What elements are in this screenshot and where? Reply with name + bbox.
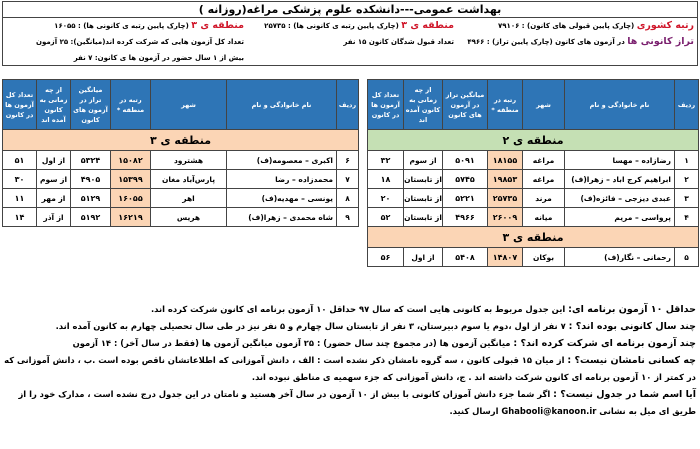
col-city: شهر: [523, 80, 565, 130]
section-row: منطقه ی ۳: [368, 227, 699, 248]
col-row: ردیف: [337, 80, 359, 130]
table-row: ۹ شاه محمدی – زهرا(ف) هریس ۱۶۲۱۹ ۵۱۹۲ از آذر ۱۴: [3, 208, 359, 227]
note-3: چند آزمون برنامه ای شرکت کرده اند؟ : میانگین آزمون ها (در مجموع چند سال حضور) : ۲۵ آزمون میانگین آزمون ها (فقط در سال آخر) : ۱۴ آزمون: [72, 338, 696, 349]
col-since: از چه زمانی به کانون آمده اند: [37, 80, 71, 130]
program-title: بهداشت عمومی---دانشکده علوم پزشکی مراغه(روزانه ): [3, 2, 697, 18]
col-rank: رتبه در منطقه *: [111, 80, 151, 130]
col-city: شهر: [151, 80, 227, 130]
table-row: ۴ پرواسی – مریم میانه ۲۶۰۰۹ ۴۹۶۶ از تابستان ۵۲: [368, 208, 699, 227]
col-name: نام خانوادگی و نام: [227, 80, 337, 130]
section-row: منطقه ی ۲: [368, 130, 699, 151]
col-row: ردیف: [675, 80, 699, 130]
section-row: منطقه ی ۳: [3, 130, 359, 151]
kanoon-balance: تراز کانونی ها در آزمون های کانون (چارک پایین تراز) : ۴۹۶۶: [467, 36, 694, 47]
notes-section: [4, 301, 696, 420]
left-table-header: [3, 80, 359, 130]
email-link[interactable]: Ghabooli@kanoon.ir: [501, 406, 597, 416]
col-since: از چه زمانی به کانون آمده اند: [404, 80, 443, 130]
header-row-1: [3, 18, 697, 34]
note-1: حداقل ۱۰ آزمون برنامه ای: این جدول مربوط به کانونی هایی است که سال ۹۷ حداقل ۱۰ آزمون برنامه ای کانون شرکت کرده اند.: [150, 304, 696, 315]
col-total: تعداد کل آزمون ها در کانون: [3, 80, 37, 130]
right-table: [367, 79, 699, 267]
left-table: [2, 79, 359, 227]
exam-count: تعداد کل آزمون هایی که شرکت کرده اند(میانگین): ۲۵ آزمون: [35, 38, 244, 46]
table-row: ۵ رحمانی – نگار(ف) بوکان ۱۴۸۰۷ ۵۴۰۸ از اول ۵۶: [368, 248, 699, 267]
right-table-header: [368, 80, 699, 130]
col-name: نام خانوادگی و نام: [565, 80, 675, 130]
col-balance: میانگین تراز در آزمون های کانون: [71, 80, 111, 130]
region2-rank: منطقه ی ۳ (چارک پایین رتبه ی کانونی ها) : ۱۶۰۵۵: [54, 20, 244, 31]
accepted-count: تعداد قبول شدگان کانون ۱۵ نفر: [343, 38, 454, 46]
header-row-3: [3, 50, 697, 66]
table-row: ۸ یونسی – مهدیه(ف) اهر ۱۶۰۵۵ ۵۱۲۹ از مهر ۱۱: [3, 189, 359, 208]
note-5: آیا اسم شما در جدول نیست؟ : اگر شما جزء دانش آموزان کانونی با بیش از ۱۰ آزمون در سال آخر هستید و نامتان در این جدول درج نشده است ، مدارک خود را از طریق ای میل به نشانی Ghabooli@kanoon.ir ارسال کنید.: [18, 389, 696, 416]
col-total: تعداد کل آزمون ها در کانون: [368, 80, 404, 130]
years-count: بیش از ۱ سال حضور در آزمون ها ی کانون: ۷ نفر: [73, 54, 244, 62]
country-rank: رتبه کشوری (چارک پایین قبولی های کانون) : ۷۹۱۰۶: [498, 20, 694, 31]
note-4: چه کسانی نامشان نیست؟ : از میان ۱۵ قبولی کانون ، سه گروه نامشان ذکر نشده است : الف ، دانش آموزانی که اطلاعاتشان ناقص بوده است .ب ، دانش آموزانی که در کمتر از ۱۰ آزمون برنامه ای کانون شرکت داشته اند . ج، دانش آموزانی که جزء سهمیه ی مناطق نبوده اند.: [4, 355, 696, 382]
col-rank: رتبه در منطقه *: [488, 80, 523, 130]
table-row: ۳ عبدی دیزجی – فائزه(ف) مرند ۲۵۷۳۵ ۵۲۲۱ از تابستان ۲۰: [368, 189, 699, 208]
note-2: چند سال کانونی بوده اند؟ : ۷ نفر از اول ،دوم یا سوم دبیرستان، ۳ نفر از تابستان سال چهارم و ۵ نفر نیز در طی سال تحصیلی چهارم به کانون آمده اند.: [55, 321, 696, 332]
table-row: ۱ رضازاده – مهسا مراغه ۱۸۱۵۵ ۵۰۹۱ از سوم ۳۲: [368, 151, 699, 170]
program-header: [2, 1, 698, 66]
col-balance: میانگین تراز در آزمون های کانون: [443, 80, 488, 130]
table-row: ۶ اکبری – معصومه(ف) هشترود ۱۵۰۸۲ ۵۳۲۴ از اول ۵۱: [3, 151, 359, 170]
region-rank: منطقه ی ۳ (چارک پایین رتبه ی کانونی ها) : ۲۵۷۳۵: [264, 20, 454, 31]
table-row: ۲ ابراهیم کرج اباد – زهرا(ف) مراغه ۱۹۸۵۳ ۵۷۴۵ از تابستان ۱۸: [368, 170, 699, 189]
table-row: ۷ محمدزاده – رضا پارس‌آباد مغان ۱۵۳۹۹ ۴۹۰۵ از سوم ۳۰: [3, 170, 359, 189]
header-row-2: [3, 34, 697, 50]
